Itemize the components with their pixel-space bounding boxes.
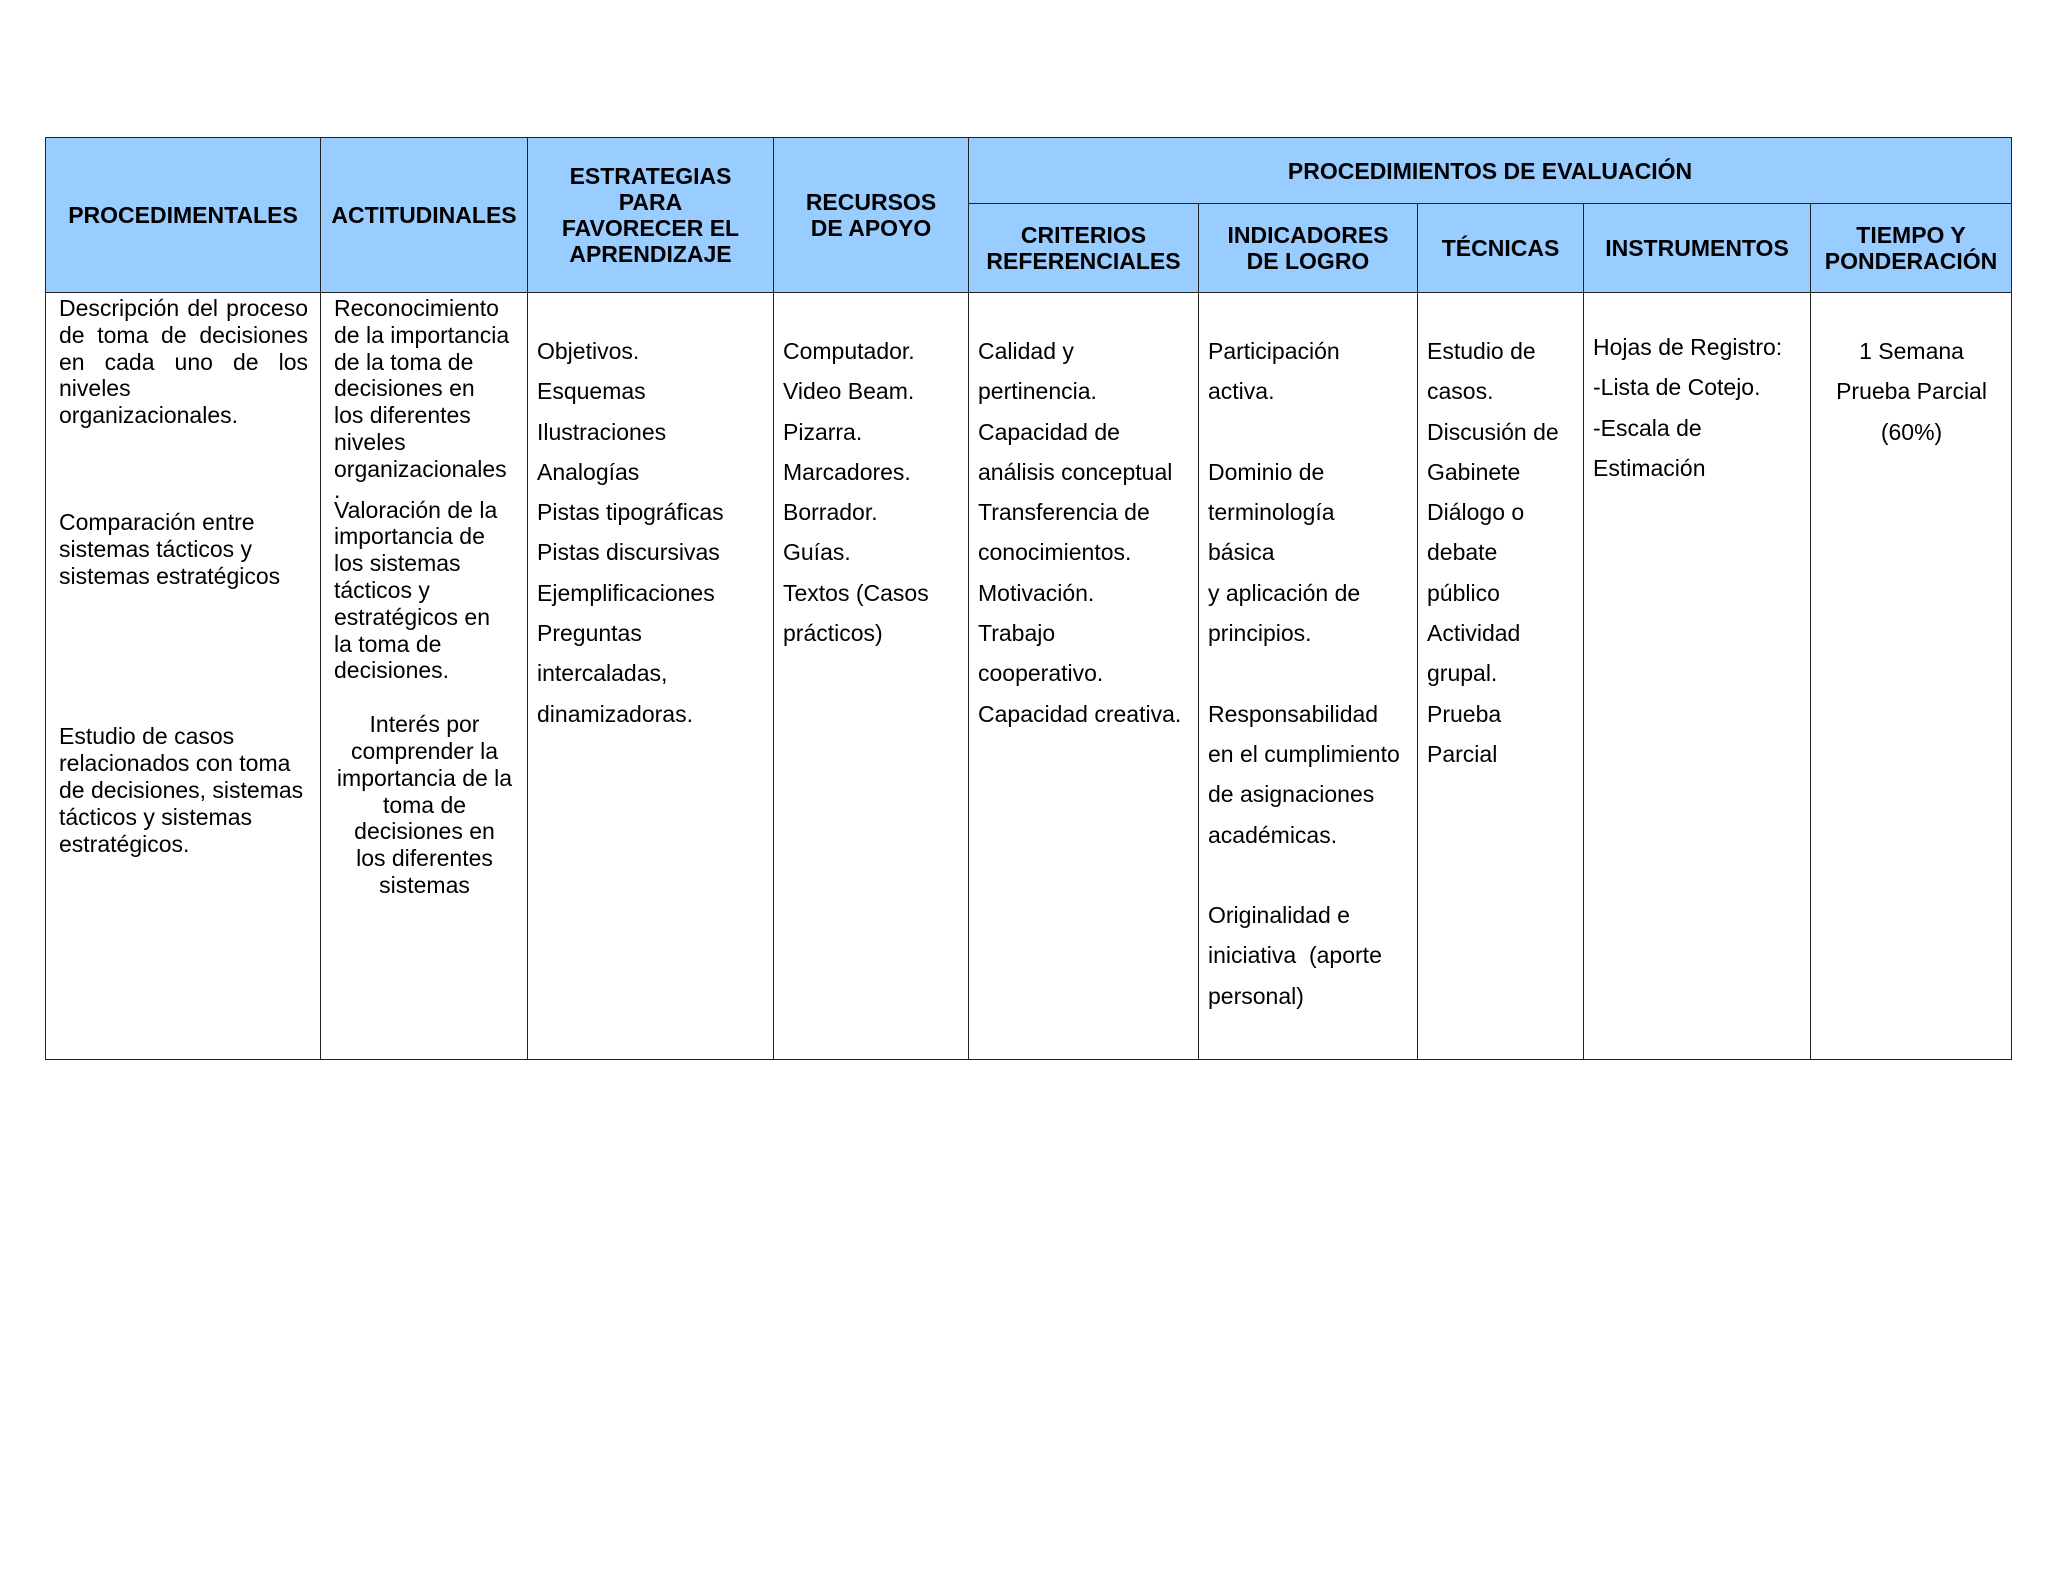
criterio-item: conocimientos.: [978, 539, 1132, 566]
tecnica-item: Actividad: [1427, 620, 1521, 647]
text-line: Dominio de: [1208, 458, 1325, 485]
procedimental-item: Descripción del proceso de toma de decisiones en cada uno de los niveles organizacionales.: [59, 295, 308, 429]
estrategia-item: dinamizadoras.: [537, 700, 693, 727]
estrategia-item: Objetivos.: [537, 338, 640, 364]
text-line: de asignaciones: [1208, 781, 1375, 808]
tecnica-item: Gabinete: [1427, 458, 1521, 485]
cell-indicadores: [1199, 293, 1418, 1060]
text-line: de la toma de: [334, 348, 474, 375]
actitudinal-reconocimiento: [334, 295, 515, 503]
tiempo-item: Prueba Parcial: [1836, 378, 1987, 405]
header-line: RECURSOS: [805, 189, 937, 215]
indicador-responsabilidad: [1208, 694, 1409, 855]
actitudinal-valoracion: [334, 497, 515, 685]
tecnica-item: Prueba: [1427, 700, 1502, 727]
header-estrategias: [528, 138, 774, 293]
tecnica-item: debate: [1427, 539, 1498, 566]
header-tecnicas: TÉCNICAS: [1418, 204, 1584, 293]
text-line: la toma de: [334, 630, 442, 657]
cell-recursos: [774, 293, 969, 1060]
instrumento-item: -Lista de Cotejo.: [1593, 374, 1761, 401]
text-line: básica: [1208, 539, 1275, 566]
estrategia-item: Esquemas: [537, 378, 646, 405]
text-line: Originalidad e: [1208, 902, 1350, 929]
tecnica-item: Parcial: [1427, 740, 1498, 767]
recurso-item: Textos (Casos: [783, 579, 929, 606]
criterio-item: cooperativo.: [978, 660, 1104, 687]
cell-actitudinales: [321, 293, 528, 1060]
text-line: Reconocimiento: [334, 295, 499, 321]
header-line: ESTRATEGIAS: [569, 163, 732, 189]
planning-table: [45, 137, 2012, 1060]
text-line: organizacionales: [334, 455, 507, 482]
tecnica-item: casos.: [1427, 378, 1494, 405]
text-line: importancia de la: [336, 764, 513, 791]
header-line: CRITERIOS: [1020, 222, 1147, 248]
text-line: los sistemas: [334, 550, 461, 577]
text-line: Participación: [1208, 338, 1340, 364]
header-line: PARA: [618, 189, 683, 215]
text-line: tácticos y: [334, 576, 430, 603]
criterio-item: Capacidad de: [978, 418, 1120, 445]
text-line: Responsabilidad: [1208, 700, 1379, 727]
text-line: terminología: [1208, 499, 1335, 526]
text-line: Interés por: [369, 711, 480, 738]
header-criterios: [969, 204, 1199, 293]
cell-tecnicas: [1418, 293, 1584, 1060]
criterio-item: pertinencia.: [978, 378, 1097, 405]
criterio-item: Capacidad creativa.: [978, 700, 1182, 727]
instrumento-item: Hojas de Registro:: [1593, 334, 1783, 360]
cell-criterios: [969, 293, 1199, 1060]
tecnica-item: público: [1427, 579, 1500, 606]
procedimental-item: Comparación entre sistemas tácticos y sistemas estratégicos: [59, 508, 281, 589]
text-line: estratégicos en: [334, 603, 490, 630]
header-line: DE LOGRO: [1246, 248, 1370, 274]
criterio-item: Trabajo: [978, 620, 1056, 647]
text-line: iniciativa (aporte: [1208, 942, 1382, 969]
text-line: decisiones en: [354, 818, 495, 845]
text-line: activa.: [1208, 378, 1275, 405]
text-line: y aplicación de: [1208, 579, 1361, 606]
instrumento-item: Estimación: [1593, 454, 1706, 481]
tecnica-item: Estudio de: [1427, 338, 1536, 364]
header-line: TIEMPO Y: [1856, 222, 1966, 248]
tecnica-item: Discusión de: [1427, 418, 1559, 445]
text-line: académicas.: [1208, 821, 1338, 848]
text-line: en el cumplimiento: [1208, 740, 1400, 767]
header-line: FAVORECER EL: [561, 215, 740, 241]
header-instrumentos: INSTRUMENTOS: [1584, 204, 1811, 293]
text-line: importancia de: [334, 523, 485, 550]
text-line: los diferentes: [356, 845, 493, 872]
recurso-item: Pizarra.: [783, 418, 863, 445]
text-line: personal): [1208, 982, 1304, 1009]
criterio-item: Motivación.: [978, 579, 1095, 606]
tecnica-item: Diálogo o: [1427, 499, 1525, 526]
header-procedimentales: PROCEDIMENTALES: [46, 138, 321, 293]
header-recursos: [774, 138, 969, 293]
text-line: comprender la: [350, 737, 499, 764]
recurso-item: prácticos): [783, 620, 883, 647]
cell-procedimentales: [46, 293, 321, 1060]
indicador-dominio: [1208, 452, 1409, 653]
header-line: DE APOYO: [810, 215, 932, 241]
header-line: APRENDIZAJE: [569, 241, 732, 267]
cell-estrategias: [528, 293, 774, 1060]
indicador-participacion: [1208, 331, 1409, 412]
instrumento-item: -Escala de: [1593, 414, 1702, 441]
tiempo-item: (60%): [1880, 418, 1943, 445]
header-tiempo: [1811, 204, 2012, 293]
text-line: decisiones en: [334, 375, 475, 402]
criterio-item: Calidad y: [978, 338, 1074, 364]
text-line: Valoración de la: [334, 496, 498, 523]
estrategia-item: Ilustraciones: [537, 418, 667, 445]
tiempo-item: 1 Semana: [1859, 338, 1964, 364]
recurso-item: Borrador.: [783, 499, 878, 526]
procedimental-item: Estudio de casos relacionados con toma de decisiones, sistemas tácticos y sistemas estratégicos.: [59, 723, 304, 857]
estrategia-item: Pistas discursivas: [537, 539, 720, 566]
recurso-item: Computador.: [783, 338, 915, 364]
actitudinal-interes: [334, 711, 515, 899]
indicador-originalidad: [1208, 895, 1409, 1016]
text-line: toma de: [382, 791, 467, 818]
text-line: principios.: [1208, 620, 1312, 647]
recurso-item: Guías.: [783, 539, 851, 566]
estrategia-item: Pistas tipográficas: [537, 499, 724, 526]
text-line: de la importancia: [334, 321, 510, 348]
criterio-item: análisis conceptual: [978, 458, 1173, 485]
text-line: decisiones.: [334, 657, 450, 684]
header-actitudinales: ACTITUDINALES: [321, 138, 528, 293]
estrategia-item: intercaladas,: [537, 660, 668, 687]
text-line: sistemas: [379, 871, 470, 898]
criterio-item: Transferencia de: [978, 499, 1150, 526]
estrategia-item: Ejemplificaciones: [537, 579, 715, 606]
header-line: REFERENCIALES: [986, 248, 1181, 274]
recurso-item: Video Beam.: [783, 378, 915, 405]
text-line: los diferentes: [334, 402, 471, 429]
header-line: INDICADORES: [1227, 222, 1389, 248]
header-evaluacion: PROCEDIMIENTOS DE EVALUACIÓN: [969, 138, 2012, 204]
header-line: PONDERACIÓN: [1824, 248, 1998, 274]
text-line: niveles: [334, 428, 406, 455]
estrategia-item: Analogías: [537, 458, 640, 485]
cell-tiempo: [1811, 293, 2012, 1060]
tecnica-item: grupal.: [1427, 660, 1498, 687]
recurso-item: Marcadores.: [783, 458, 911, 485]
cell-instrumentos: [1584, 293, 1811, 1060]
estrategia-item: Preguntas: [537, 620, 642, 647]
text-line: .: [334, 476, 341, 503]
header-indicadores: [1199, 204, 1418, 293]
